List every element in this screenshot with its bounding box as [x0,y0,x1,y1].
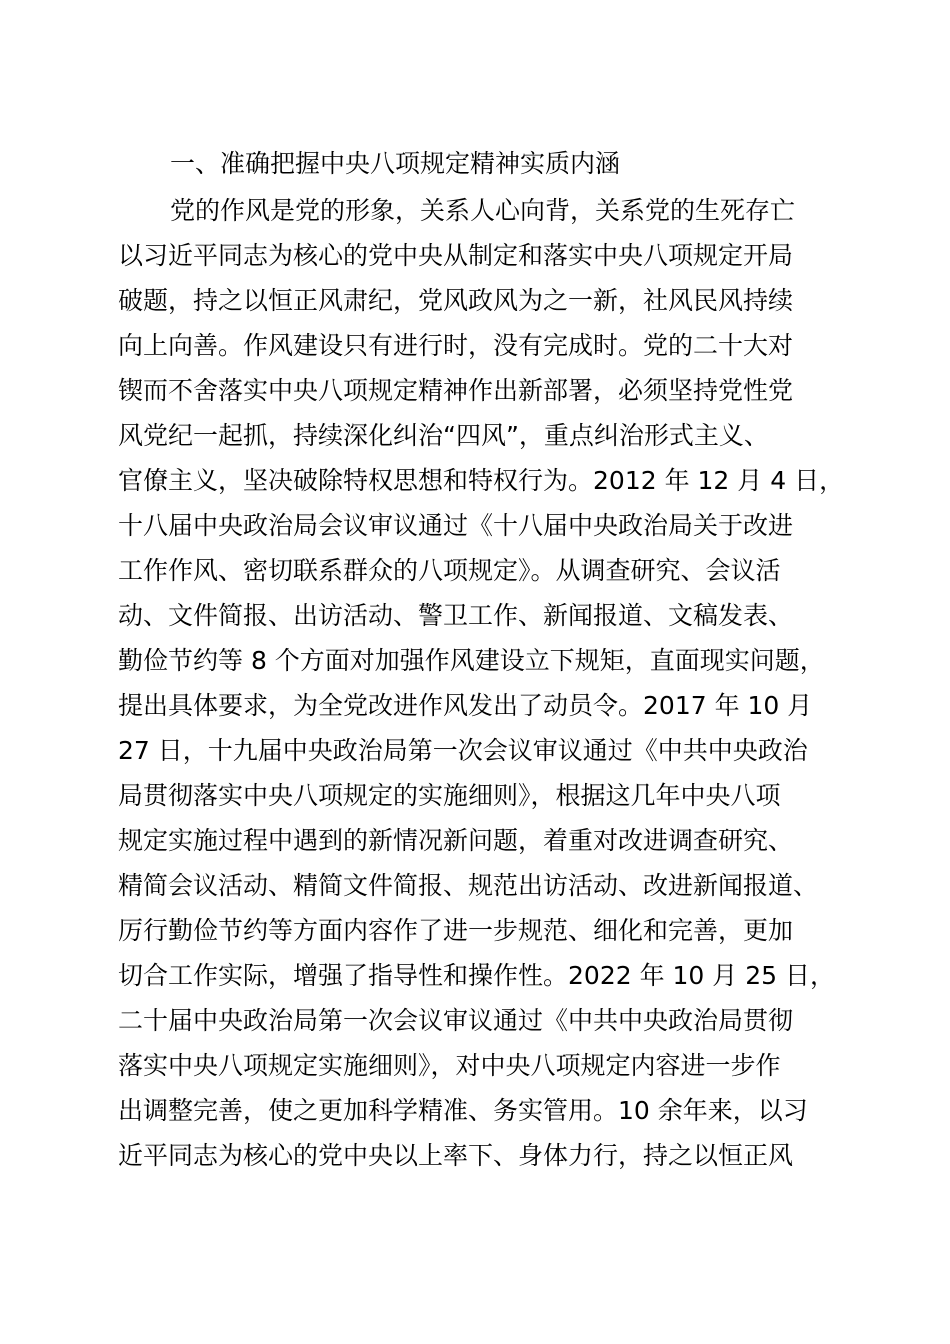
paragraph-line: 27 日，十九届中央政治局第一次会议审议通过《中共中央政治 [118,736,808,765]
paragraph-line: 出调整完善，使之更加科学精准、务实管用。10 余年来，以习 [118,1096,808,1125]
paragraph-line: 二十届中央政治局第一次会议审议通过《中共中央政治局贯彻 [118,1006,794,1035]
paragraph-line: 厉行勤俭节约等方面内容作了进一步规范、细化和完善，更加 [118,916,794,945]
paragraph-line: 官僚主义，坚决破除特权思想和特权行为。2012 年 12 月 4 日， [118,466,845,495]
body-paragraph [118,188,845,1178]
paragraph-line: 党的作风是党的形象，关系人心向背，关系党的生死存亡 [170,196,796,225]
paragraph-line: 向上向善。作风建设只有进行时，没有完成时。党的二十大对 [118,331,794,360]
section-heading: 一、准确把握中央八项规定精神实质内涵 [170,149,621,178]
paragraph-line: 十八届中央政治局会议审议通过《十八届中央政治局关于改进 [118,511,794,540]
paragraph-line: 切合工作实际，增强了指导性和操作性。2022 年 10 月 25 日， [118,961,835,990]
paragraph-line: 提出具体要求，为全党改进作风发出了动员令。2017 年 10 月 [118,691,813,720]
paragraph-line: 局贯彻落实中央八项规定的实施细则》，根据这几年中央八项 [118,781,781,810]
paragraph-line: 落实中央八项规定实施细则》，对中央八项规定内容进一步作 [118,1051,781,1080]
paragraph-line: 破题，持之以恒正风肃纪，党风政风为之一新，社风民风持续 [118,286,794,315]
paragraph-line: 动、文件简报、出访活动、警卫工作、新闻报道、文稿发表、 [118,601,794,630]
paragraph-line: 规定实施过程中遇到的新情况新问题，着重对改进调查研究、 [118,826,794,855]
paragraph-line: 风党纪一起抓，持续深化纠治“四风”，重点纠治形式主义、 [118,421,769,450]
paragraph-line: 勤俭节约等 8 个方面对加强作风建设立下规矩，直面现实问题， [118,646,825,675]
paragraph-line: 近平同志为核心的党中央以上率下、身体力行，持之以恒正风 [118,1141,794,1170]
paragraph-line: 工作作风、密切联系群众的八项规定》。从调查研究、会议活 [118,556,781,585]
paragraph-line: 以习近平同志为核心的党中央从制定和落实中央八项规定开局 [118,241,794,270]
paragraph-line: 锲而不舍落实中央八项规定精神作出新部署，必须坚持党性党 [118,376,794,405]
paragraph-line: 精简会议活动、精简文件简报、规范出访活动、改进新闻报道、 [118,871,819,900]
